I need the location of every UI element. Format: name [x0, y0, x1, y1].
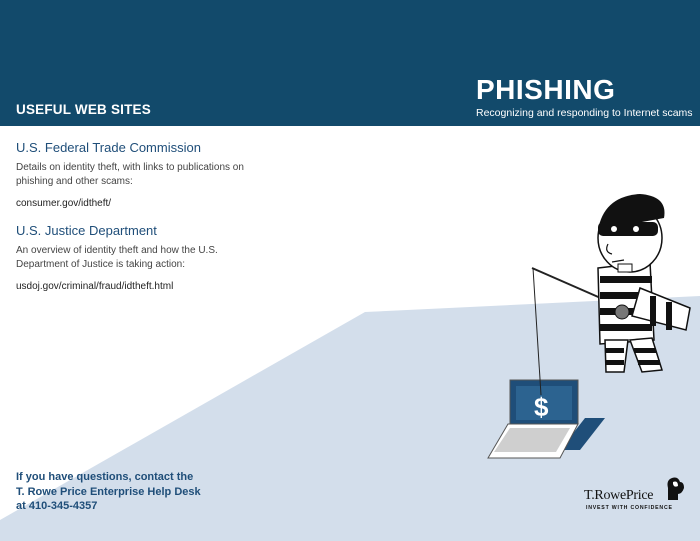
doj-title: U.S. Justice Department [16, 223, 157, 238]
page-subtitle: Recognizing and responding to Internet scams [476, 107, 693, 119]
doj-description: An overview of identity theft and how the U.S. Department of Justice is taking action: [16, 245, 218, 270]
useful-web-sites-heading: USEFUL WEB SITES [16, 102, 151, 117]
ftc-link[interactable]: consumer.gov/idtheft/ [16, 198, 112, 209]
doj-section [16, 223, 246, 292]
help-desk-contact [16, 470, 246, 514]
ftc-description: Details on identity theft, with links to publications on phishing and other scams: [16, 162, 244, 187]
header-banner [0, 0, 700, 126]
help-line-1: If you have questions, contact the [16, 471, 194, 483]
help-line-3: at 410-345-4357 [16, 500, 98, 512]
company-logo [584, 474, 694, 514]
web-sites-list [16, 140, 246, 306]
ftc-title: U.S. Federal Trade Commission [16, 140, 201, 155]
doj-link[interactable]: usdoj.gov/criminal/fraud/idtheft.html [16, 281, 174, 292]
bighorn-sheep-icon [664, 474, 686, 502]
dollar-icon: $ [534, 392, 549, 422]
logo-name: T.RowePrice [584, 488, 654, 503]
help-line-2: T. Rowe Price Enterprise Help Desk [16, 485, 201, 498]
logo-tagline: INVEST WITH CONFIDENCE [586, 505, 673, 511]
ftc-section [16, 140, 246, 209]
page-title: PHISHING [476, 74, 616, 105]
